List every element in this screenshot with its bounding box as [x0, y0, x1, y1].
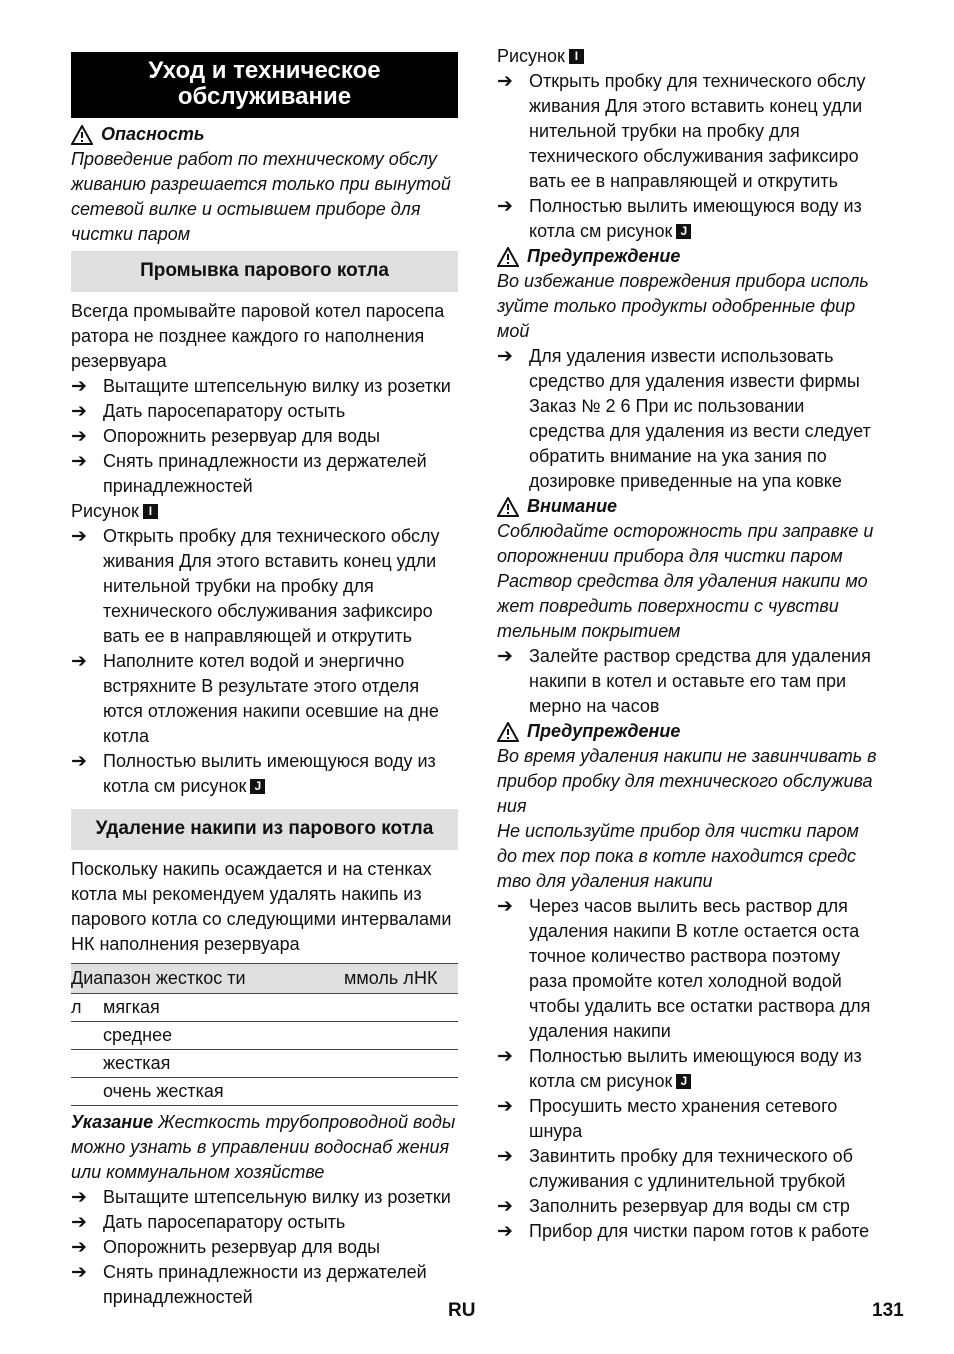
- arrow-right-icon: ➔: [497, 1196, 513, 1217]
- figure-reference: Рисунок I: [71, 499, 458, 524]
- table-header-row: [71, 964, 458, 994]
- page-number: 131: [872, 1300, 904, 1321]
- note-label: Указание: [71, 1112, 154, 1132]
- section-title-flush: Промывка парового котла: [71, 251, 458, 292]
- warning-heading-2: [497, 719, 882, 744]
- list-item: ➔ Опорожнить резервуар для воды: [71, 426, 381, 447]
- figure-badge-icon: I: [569, 49, 584, 64]
- right-steps-3: [497, 644, 882, 719]
- list-item: ➔ Для удаления извести использовать средство для удаления извести фирмы Заказ № 2 6 При ис пользовании средства для удаления из вести следует обратить внимание на ука зания по дозировке приведенные на упа ковке: [497, 346, 871, 491]
- list-item: ➔ Открыть пробку для технического обслу живания Для этого вставить конец удли нительной трубки на пробку для технического обслуживания зафиксиро вать ее в направляющей и открутить: [71, 526, 440, 646]
- danger-heading: [71, 122, 458, 147]
- right-steps-1: [497, 69, 882, 244]
- list-item: ➔ Наполните котел водой и энергично встряхните В результате этого отделя ются отложения накипи осевшие на дне котла: [71, 651, 439, 746]
- figure-badge-icon: J: [676, 1074, 691, 1089]
- arrow-right-icon: ➔: [71, 426, 87, 447]
- list-item: ➔ Дать паросепаратору остыть: [71, 401, 346, 422]
- figure-reference: Рисунок I: [497, 44, 882, 69]
- arrow-right-icon: ➔: [497, 196, 513, 217]
- right-steps-4: [497, 894, 882, 1244]
- warning-label: Предупреждение: [527, 246, 681, 266]
- list-item: ➔ Опорожнить резервуар для воды: [71, 1237, 381, 1258]
- chapter-title: Уход и техническое обслуживание: [71, 52, 458, 118]
- warning-triangle-icon: [71, 125, 93, 145]
- arrow-right-icon: ➔: [71, 751, 87, 772]
- arrow-right-icon: ➔: [497, 346, 513, 367]
- list-item: ➔ Снять принадлежности из держателей принадлежностей: [71, 1262, 427, 1307]
- figure-badge-icon: J: [250, 779, 265, 794]
- warning-heading: [497, 244, 882, 269]
- arrow-right-icon: ➔: [71, 401, 87, 422]
- warning-text-2: Не используйте прибор для чистки паром до тех пор пока в котле находится средс тво для удаления накипи: [497, 821, 859, 891]
- table-row: л мягкая: [71, 994, 458, 1022]
- caution-label: Внимание: [527, 496, 618, 516]
- arrow-right-icon: ➔: [71, 526, 87, 547]
- descale-steps: [71, 1185, 458, 1310]
- arrow-right-icon: ➔: [71, 376, 87, 397]
- right-steps-2: [497, 344, 882, 494]
- arrow-right-icon: ➔: [497, 646, 513, 667]
- arrow-right-icon: ➔: [71, 451, 87, 472]
- arrow-right-icon: ➔: [71, 1262, 87, 1283]
- list-item: ➔ Заполнить резервуар для воды см стр: [497, 1196, 850, 1217]
- table-header-mmol: ммоль л: [344, 964, 414, 994]
- list-item: ➔ Вытащите штепсельную вилку из розетки: [71, 376, 451, 397]
- warning-triangle-icon: [497, 497, 519, 517]
- table-row: жесткая: [71, 1050, 458, 1078]
- list-item: ➔ Дать паросепаратору остыть: [71, 1212, 346, 1233]
- danger-label: Опасность: [101, 124, 205, 144]
- arrow-right-icon: ➔: [497, 1096, 513, 1117]
- list-item: ➔ Просушить место хранения сетевого шнура: [497, 1096, 838, 1141]
- figure-badge-icon: I: [143, 504, 158, 519]
- hardness-table: [71, 963, 458, 1106]
- arrow-right-icon: ➔: [71, 1237, 87, 1258]
- table-header-nk: НК: [414, 964, 458, 994]
- danger-text: Проведение работ по техническому обслу живанию разрешается только при вынутой сетевой вилке и остывшем приборе для чистки паром: [71, 149, 451, 244]
- caution-heading: [497, 494, 882, 519]
- list-item: ➔ Полностью вылить имеющуюся воду из котла см рисунок J: [497, 196, 862, 241]
- arrow-right-icon: ➔: [497, 896, 513, 917]
- arrow-right-icon: ➔: [497, 1046, 513, 1067]
- arrow-right-icon: ➔: [497, 1146, 513, 1167]
- list-item: ➔ Снять принадлежности из держателей принадлежностей: [71, 451, 427, 496]
- flush-steps-2: [71, 524, 458, 799]
- list-item: ➔ Вытащите штепсельную вилку из розетки: [71, 1187, 451, 1208]
- list-item: ➔ Завинтить пробку для технического об служивания с удлинительной трубкой: [497, 1146, 853, 1191]
- list-item: ➔ Прибор для чистки паром готов к работе: [497, 1221, 870, 1242]
- section-title-descale: Удаление накипи из парового котла: [71, 809, 458, 850]
- list-item: ➔ Полностью вылить имеющуюся воду из котла см рисунок J: [71, 751, 436, 796]
- list-item: ➔ Открыть пробку для технического обслу живания Для этого вставить конец удли нительной трубки на пробку для технического обслуживания зафиксиро вать ее в направляющей и открутить: [497, 71, 866, 191]
- flush-intro: Всегда промывайте паровой котел паросепа ратора не позднее каждого го наполнения резервуара: [71, 301, 445, 371]
- warning-text-1: Во время удаления накипи не завинчивать в прибор пробку для технического обслужива ния: [497, 746, 877, 816]
- right-column: [497, 44, 882, 1244]
- arrow-right-icon: ➔: [497, 1221, 513, 1242]
- figure-badge-icon: J: [676, 224, 691, 239]
- arrow-right-icon: ➔: [71, 651, 87, 672]
- list-item: ➔ Полностью вылить имеющуюся воду из котла см рисунок J: [497, 1046, 862, 1091]
- warning-label: Предупреждение: [527, 721, 681, 741]
- arrow-right-icon: ➔: [71, 1187, 87, 1208]
- warning-triangle-icon: [497, 247, 519, 267]
- list-item: ➔ Через часов вылить весь раствор для удаления накипи В котле остается оста точное количество раствора поэтому раза промойте котел холодной водой чтобы удалить все остатки раствора для удаления накипи: [497, 896, 871, 1041]
- caution-text: Соблюдайте осторожность при заправке и опорожнении прибора для чистки паром Раствор средства для удаления накипи мо жет повредить поверхности с чувстви тельным покрытием: [497, 521, 874, 641]
- descale-intro: Поскольку накипь осаждается и на стенках котла мы рекомендуем удалять накипь из парового котла со следующими интервалами НК наполнения резервуара: [71, 859, 452, 954]
- table-row: очень жесткая: [71, 1078, 458, 1106]
- footer-language: RU: [448, 1300, 476, 1321]
- left-column: [71, 44, 458, 1310]
- arrow-right-icon: ➔: [71, 1212, 87, 1233]
- warning-triangle-icon: [497, 722, 519, 742]
- list-item: ➔ Залейте раствор средства для удаления накипи в котел и оставьте его там при мерно на часов: [497, 646, 871, 716]
- arrow-right-icon: ➔: [497, 71, 513, 92]
- table-header-range: Диапазон жесткос ти: [71, 964, 344, 994]
- warning-text: Во избежание повреждения прибора исполь зуйте только продукты одобренные фир мой: [497, 271, 869, 341]
- flush-steps: [71, 374, 458, 499]
- table-row: среднее: [71, 1022, 458, 1050]
- note-text: Указание Жесткость трубопроводной воды можно узнать в управлении водоснаб жения или коммунальном хозяйстве: [71, 1112, 456, 1182]
